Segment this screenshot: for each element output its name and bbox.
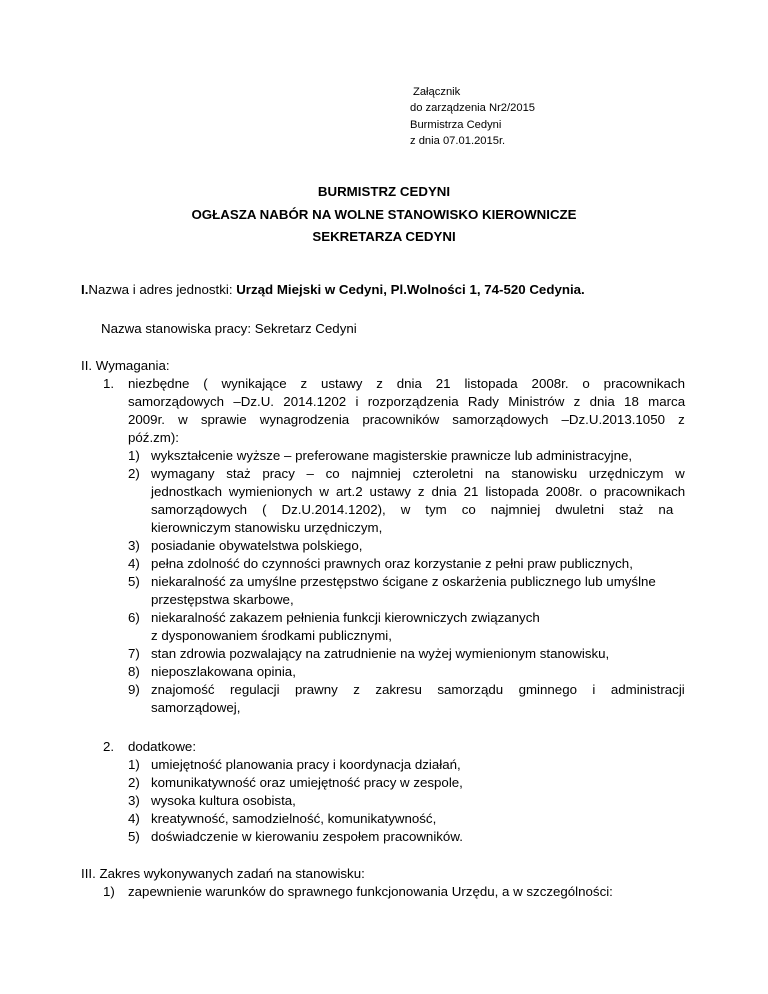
add-item-4: kreatywność, samodzielność, komunikatywność, <box>151 811 437 826</box>
req-item-7-number: 7) <box>128 646 140 661</box>
add-item-5: doświadczenie w kierowaniu zespołem pracowników. <box>151 829 463 844</box>
section-1-label: Nazwa i adres jednostki: <box>88 282 237 297</box>
req-item-9-line-2: samorządowej, <box>151 700 241 715</box>
add-item-4-number: 4) <box>128 811 140 826</box>
add-item-1-number: 1) <box>128 757 140 772</box>
add-number: 2. <box>103 739 115 754</box>
req-item-8-number: 8) <box>128 664 140 679</box>
section-1-number: I. <box>81 282 89 297</box>
annex-note <box>410 84 535 150</box>
req-number: 1. <box>103 376 115 391</box>
add-item-5-number: 5) <box>128 829 140 844</box>
req-item-5-line-1: niekaralność za umyślne przestępstwo ścigane z oskarżenia publicznego lub umyślne <box>151 574 656 589</box>
req-item-2-line-3: samorządowych ( Dz.U.2014.1202), w tym co najmniej dwuletni staż na <box>151 502 674 517</box>
section-3-item-1-number: 1) <box>103 884 115 899</box>
req-item-3-number: 3) <box>128 538 140 553</box>
req-item-2-line-2: jednostkach wymienionych w art.2 ustawy z dnia 21 listopada 2008r. o pracownikach <box>151 484 686 499</box>
req-item-1: wykształcenie wyższe – preferowane magisterskie prawnicze lub administracyjne, <box>151 448 633 463</box>
add-label: dodatkowe: <box>128 739 197 754</box>
req-item-6-line-1: niekaralność zakazem pełnienia funkcji kierowniczych związanych <box>151 610 540 625</box>
add-item-2: komunikatywność oraz umiejętność pracy w zespole, <box>151 775 463 790</box>
annex-line-4: z dnia 07.01.2015r. <box>410 135 506 148</box>
add-item-3-number: 3) <box>128 793 140 808</box>
req-item-6-line-2: z dysponowaniem środkami publicznymi, <box>151 628 392 643</box>
req-line-4: póź.zm): <box>128 430 179 445</box>
req-item-2-line-4: kierowniczym stanowisku urzędniczym, <box>151 520 383 535</box>
req-item-9-line-1: znajomość regulacji prawny z zakresu samorządu gminnego i administracji <box>151 682 685 697</box>
req-item-2-number: 2) <box>128 466 140 481</box>
title-line-2: OGŁASZA NABÓR NA WOLNE STANOWISKO KIEROWNICZE <box>191 206 577 222</box>
add-item-1: umiejętność planowania pracy i koordynacja działań, <box>151 757 461 772</box>
section-2-title: II. Wymagania: <box>81 358 170 373</box>
section-3-item-1: zapewnienie warunków do sprawnego funkcjonowania Urzędu, a w szczególności: <box>128 884 613 899</box>
req-line-2: samorządowych –Dz.U. 2014.1202 i rozporządzenia Rady Ministrów z dnia 18 marca <box>128 394 686 409</box>
title-line-3: SEKRETARZA CEDYNI <box>312 229 456 244</box>
document-title <box>0 181 768 249</box>
annex-line-2: do zarządzenia Nr2/2015 <box>410 102 536 115</box>
section-1 <box>81 281 585 299</box>
req-item-4: pełna zdolność do czynności prawnych oraz korzystanie z pełni praw publicznych, <box>151 556 633 571</box>
req-item-3: posiadanie obywatelstwa polskiego, <box>151 538 363 553</box>
req-item-4-number: 4) <box>128 556 140 571</box>
annex-line-1: Załącznik <box>413 86 461 98</box>
section-3-title: III. Zakres wykonywanych zadań na stanowisku: <box>81 866 365 881</box>
req-item-8: nieposzlakowana opinia, <box>151 664 296 679</box>
annex-line-3: Burmistrza Cedyni <box>410 118 502 131</box>
add-item-2-number: 2) <box>128 775 140 790</box>
req-line-3: 2009r. w sprawie wynagrodzenia pracowników samorządowych –Dz.U.2013.1050 z <box>128 412 685 427</box>
req-line-1: niezbędne ( wynikające z ustawy z dnia 21 listopada 2008r. o pracownikach <box>128 376 685 391</box>
title-line-1: BURMISTRZ CEDYNI <box>317 184 451 199</box>
req-item-5-number: 5) <box>128 574 140 589</box>
position-name: Nazwa stanowiska pracy: Sekretarz Cedyni <box>101 321 357 336</box>
section-1-value: Urząd Miejski w Cedyni, Pl.Wolności 1, 74-520 Cedynia. <box>236 282 585 297</box>
add-item-3: wysoka kultura osobista, <box>151 793 296 808</box>
req-item-2-line-1: wymagany staż pracy – co najmniej czteroletni na stanowisku urzędniczym w <box>151 466 685 481</box>
req-item-7: stan zdrowia pozwalający na zatrudnienie na wyżej wymienionym stanowisku, <box>151 646 610 661</box>
req-item-5-line-2: przestępstwa skarbowe, <box>151 592 294 607</box>
req-item-9-number: 9) <box>128 682 140 697</box>
req-item-1-number: 1) <box>128 448 140 463</box>
req-item-6-number: 6) <box>128 610 140 625</box>
